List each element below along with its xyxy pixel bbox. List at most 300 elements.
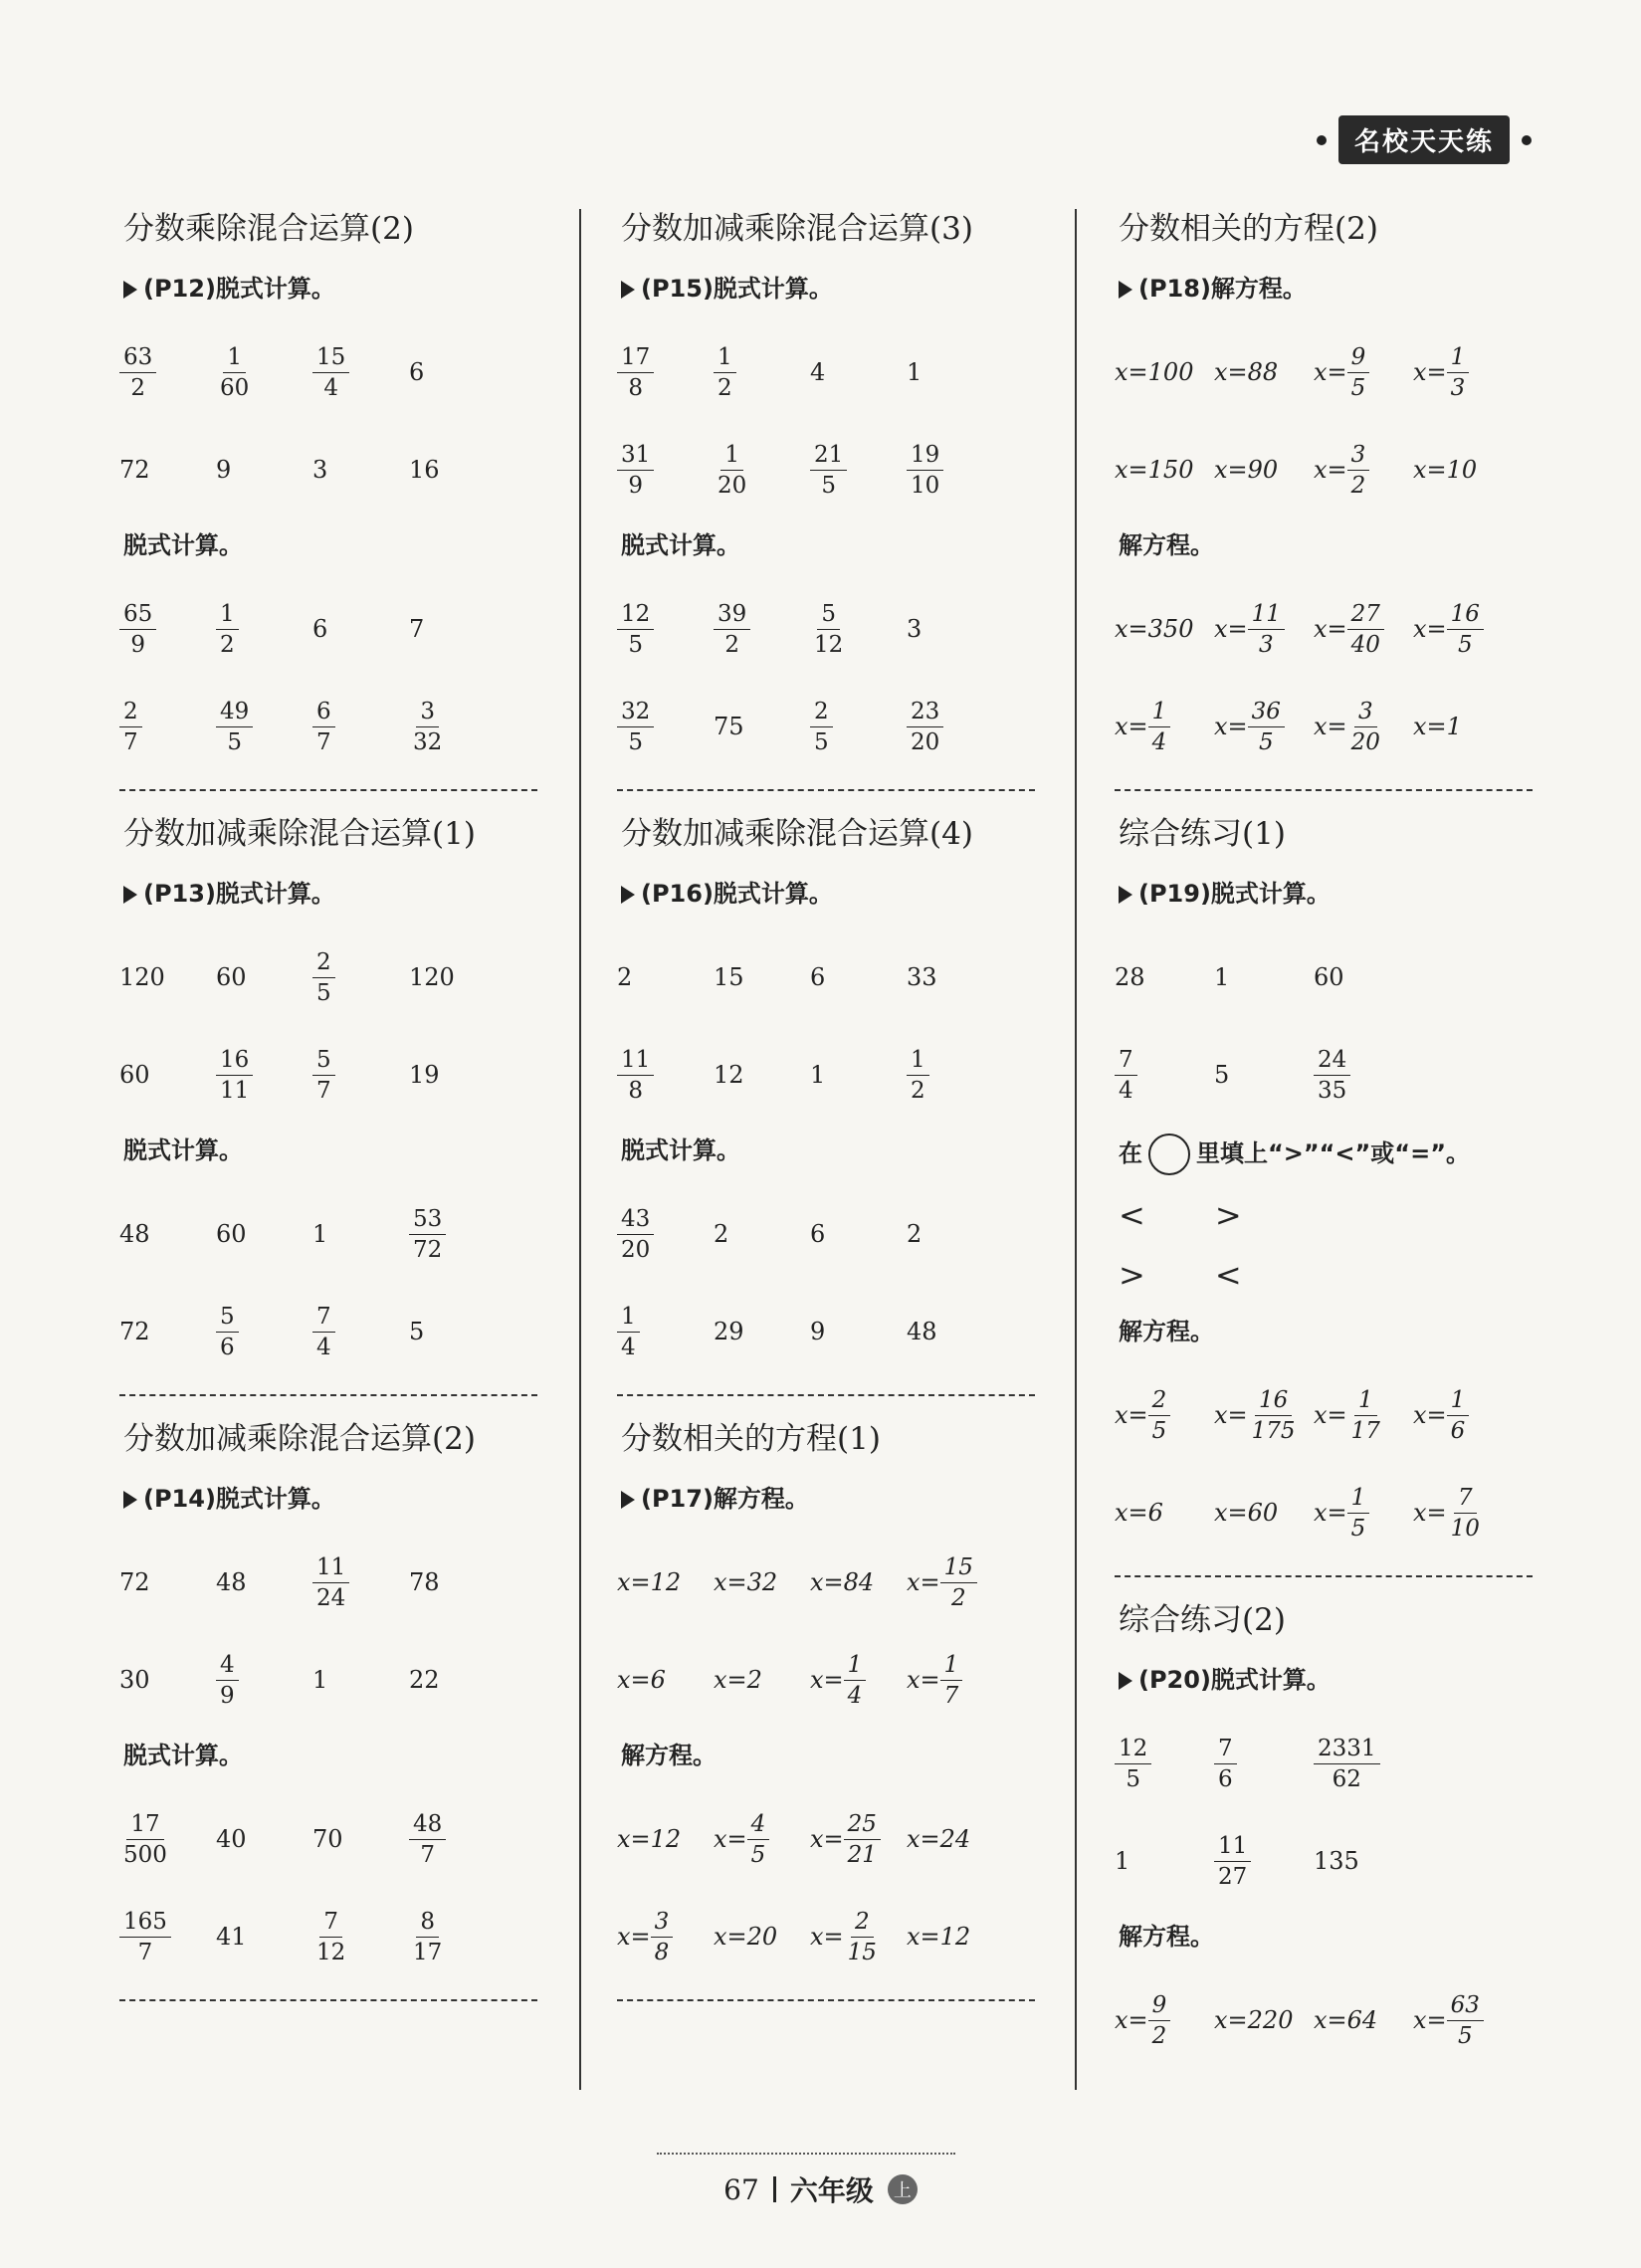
exercise-instruction (1119, 1663, 1552, 1697)
instruction-text: 解方程。 (1119, 1923, 1214, 1951)
answer-cell (1115, 697, 1214, 757)
denominator: 17 (413, 1939, 443, 1965)
fraction (1347, 440, 1370, 501)
equals-sign: = (1128, 615, 1148, 643)
equals-sign: = (823, 1923, 844, 1951)
numerator: 1 (216, 599, 239, 630)
equals-sign: = (920, 1825, 940, 1853)
equals-sign: = (630, 1825, 651, 1853)
fraction (1347, 1483, 1370, 1544)
play-arrow-icon (123, 886, 137, 904)
instruction-text: (P14)脱式计算。 (143, 1485, 335, 1513)
instruction-text: 脱式计算。 (123, 1136, 243, 1164)
numerator: 36 (1248, 697, 1285, 727)
fraction (312, 697, 335, 757)
numerator: 19 (907, 440, 943, 471)
answer-cell: 33 (907, 963, 937, 991)
exercise-instruction (123, 1482, 557, 1516)
fraction (940, 1552, 977, 1613)
denominator: 72 (413, 1236, 443, 1263)
equation-answer (1314, 440, 1369, 501)
equals-sign: = (1227, 2006, 1248, 2034)
denominator: 12 (814, 631, 844, 658)
fraction (312, 1907, 349, 1967)
play-arrow-icon (1119, 281, 1132, 299)
fraction (810, 697, 833, 757)
answer-cell (714, 1666, 810, 1694)
denominator: 4 (1151, 728, 1167, 755)
fraction (119, 599, 156, 660)
answer-row (119, 1888, 557, 1985)
denominator: 4 (1119, 1077, 1133, 1104)
answer-cell (1314, 697, 1413, 757)
answer-cell (1314, 1734, 1413, 1794)
exercise-instruction (123, 1739, 557, 1772)
numerator: 17 (617, 342, 654, 373)
fraction (1148, 1385, 1171, 1446)
variable: x (1314, 456, 1328, 484)
denominator: 7 (420, 1841, 435, 1868)
equation-answer (1413, 713, 1462, 740)
fraction (1447, 599, 1484, 660)
answer-cell: 41 (216, 1923, 247, 1951)
section-title: 分数加减乘除混合运算(3) (621, 211, 973, 247)
equals-sign: = (630, 1923, 651, 1951)
answer-cell (1115, 615, 1214, 643)
variable: x (714, 1923, 727, 1951)
equals-sign: = (823, 1825, 844, 1853)
denominator: 5 (1126, 1765, 1140, 1792)
answer-row (119, 1283, 557, 1380)
denominator: 2 (220, 631, 235, 658)
dashed-separator (119, 789, 537, 791)
denominator: 7 (316, 1077, 331, 1104)
numerator: 1 (907, 1045, 929, 1076)
answer-cell: 1 (1115, 1847, 1130, 1875)
numerator: 49 (216, 697, 253, 727)
answer-cell (617, 1666, 714, 1694)
answer-cell (617, 1907, 714, 1967)
answer-row (617, 1534, 1055, 1631)
equation-answer (907, 1825, 970, 1853)
numerator: 43 (617, 1204, 654, 1235)
answer-cell: 120 (119, 963, 165, 991)
equation-answer (907, 1923, 970, 1951)
fraction (119, 1809, 171, 1870)
exercise-instruction (1119, 1920, 1552, 1954)
fraction (1447, 1483, 1484, 1544)
bullet-icon (1522, 135, 1532, 145)
variable: x (1115, 1499, 1128, 1527)
variable: x (714, 1568, 727, 1596)
equation-answer (1413, 342, 1469, 403)
answer-row (617, 580, 1055, 678)
numerator: 1 (223, 342, 246, 373)
denominator: 5 (750, 1841, 766, 1868)
numerator: 12 (617, 599, 654, 630)
equals-sign: = (920, 1568, 940, 1596)
denominator: 5 (814, 728, 829, 755)
answer-row (119, 678, 557, 775)
answer-cell: 60 (1314, 963, 1344, 991)
answer-row (119, 323, 557, 421)
fraction (119, 1907, 171, 1967)
comparison-sign: < (1214, 1256, 1242, 1294)
numerator: 16 (1447, 599, 1484, 630)
equation-answer (1115, 1385, 1170, 1446)
exercise-section (119, 813, 557, 1380)
answer-cell (1314, 599, 1413, 660)
answer-cell (810, 440, 907, 501)
numerator: 3 (1354, 697, 1377, 727)
numerator: 1 (1447, 1385, 1470, 1416)
instruction-text: 脱式计算。 (621, 531, 740, 559)
answer-cell (216, 1045, 312, 1106)
answer-cell (1115, 1045, 1214, 1106)
equation-answer (1413, 1990, 1484, 2051)
play-arrow-icon (621, 886, 635, 904)
answer-cell (1214, 1734, 1314, 1794)
fraction (907, 1045, 929, 1106)
numerator: 15 (940, 1552, 977, 1583)
numerator: 2 (119, 697, 142, 727)
answer-cell (617, 1302, 714, 1362)
denominator: 5 (628, 631, 643, 658)
equals-sign: = (1426, 713, 1447, 740)
exercise-section (1115, 813, 1552, 1561)
exercise-instruction (1119, 272, 1552, 306)
numerator: 1 (940, 1650, 963, 1681)
equation-answer (1314, 2006, 1377, 2034)
answer-cell: 2 (907, 1220, 923, 1248)
denominator: 9 (220, 1682, 235, 1709)
answer-cell (907, 440, 1003, 501)
answer-row (617, 1888, 1055, 1985)
variable: x (907, 1825, 921, 1853)
fraction (1115, 1045, 1137, 1106)
answer-cell (617, 697, 714, 757)
answer-cell: 7 (409, 615, 425, 643)
fraction (216, 1650, 239, 1711)
variable: x (1314, 358, 1328, 386)
fraction (312, 1045, 335, 1106)
numerator: 165 (119, 1907, 171, 1938)
denominator: 4 (323, 374, 338, 401)
answer-value: 64 (1346, 2006, 1378, 2034)
answer-cell: 75 (714, 713, 744, 740)
denominator: 60 (220, 374, 250, 401)
comparison-row (1119, 1245, 1552, 1305)
numerator: 63 (119, 342, 156, 373)
variable: x (810, 1666, 824, 1694)
page-footer (0, 2169, 1641, 2209)
answer-value: 220 (1247, 2006, 1294, 2034)
section-title: 分数加减乘除混合运算(2) (123, 1421, 476, 1457)
answer-column-3 (1115, 204, 1552, 2069)
answer-cell (714, 1809, 810, 1870)
variable: x (1115, 358, 1128, 386)
answer-row (1115, 580, 1552, 678)
fraction (409, 1907, 446, 1967)
answer-cell (810, 1568, 907, 1596)
equation-answer (1214, 599, 1285, 660)
numerator: 1 (1347, 1483, 1370, 1514)
fraction (907, 440, 943, 501)
answer-row (119, 1534, 557, 1631)
brand-label: 名校天天练 (1338, 115, 1510, 164)
answer-row (119, 1631, 557, 1729)
equation-answer (1115, 358, 1193, 386)
answer-value: 60 (1247, 1499, 1279, 1527)
answer-cell: 28 (1115, 963, 1145, 991)
dashed-separator (617, 1999, 1035, 2001)
variable: x (1115, 713, 1128, 740)
answer-row (617, 1283, 1055, 1380)
denominator: 11 (220, 1077, 250, 1104)
answer-cell: 5 (409, 1318, 425, 1345)
answer-row (1115, 1026, 1552, 1124)
equation-answer (1413, 1385, 1469, 1446)
fraction (216, 1302, 239, 1362)
exercise-instruction (123, 877, 557, 911)
numerator: 6 (312, 697, 335, 727)
numerator: 63 (1447, 1990, 1484, 2021)
denominator: 7 (316, 728, 331, 755)
numerator: 24 (1314, 1045, 1350, 1076)
answer-column-1 (119, 204, 557, 2023)
denominator: 5 (628, 728, 643, 755)
numerator: 39 (714, 599, 750, 630)
fraction (747, 1809, 770, 1870)
answer-row (1115, 1971, 1552, 2069)
denominator: 5 (316, 979, 331, 1006)
fraction (1214, 1734, 1237, 1794)
variable: x (810, 1923, 824, 1951)
instruction-text: (P18)解方程。 (1138, 275, 1307, 303)
answer-row (1115, 1715, 1552, 1812)
answer-cell: 2 (714, 1220, 729, 1248)
equals-sign: = (823, 1568, 844, 1596)
fraction (617, 599, 654, 660)
numerator: 1 (720, 440, 743, 471)
fraction (1347, 599, 1384, 660)
answer-cell: 1 (312, 1220, 328, 1248)
variable: x (1214, 1499, 1228, 1527)
answer-cell: 1 (312, 1666, 328, 1694)
fraction (312, 947, 335, 1008)
answer-column-2 (617, 204, 1055, 2023)
numerator: 11 (312, 1552, 349, 1583)
equation-answer (1214, 1499, 1278, 1527)
answer-cell (810, 1650, 907, 1711)
instruction-text: 解方程。 (1119, 531, 1214, 559)
denominator: 2 (724, 631, 739, 658)
numerator: 3 (651, 1907, 674, 1938)
numerator: 2 (810, 697, 833, 727)
denominator: 10 (911, 472, 940, 499)
fraction (617, 440, 654, 501)
answer-value: 10 (1446, 456, 1478, 484)
answer-value: 88 (1247, 358, 1279, 386)
numerator: 2 (312, 947, 335, 978)
numerator: 1 (714, 342, 736, 373)
equation-answer (1314, 1483, 1369, 1544)
instruction-text: 解方程。 (621, 1742, 717, 1769)
answer-row (119, 1185, 557, 1283)
numerator: 11 (1214, 1831, 1251, 1862)
answer-row (1115, 323, 1552, 421)
equals-sign: = (920, 1923, 940, 1951)
answer-cell (617, 1568, 714, 1596)
exercise-instruction (621, 1482, 1055, 1516)
numerator: 16 (1255, 1385, 1292, 1416)
numerator: 1 (1354, 1385, 1377, 1416)
denominator: 175 (1251, 1417, 1296, 1444)
variable: x (907, 1666, 921, 1694)
equals-sign: = (1327, 713, 1347, 740)
answer-cell: 4 (810, 358, 826, 386)
equation-answer (617, 1568, 681, 1596)
numerator: 1 (1148, 697, 1171, 727)
equation-answer (714, 1809, 769, 1870)
denominator: 6 (220, 1334, 235, 1360)
dashed-separator (1115, 789, 1533, 791)
denominator: 8 (628, 1077, 643, 1104)
exercise-instruction (621, 877, 1055, 911)
answer-cell (216, 342, 312, 403)
fraction (810, 440, 847, 501)
fraction (312, 1552, 349, 1613)
answer-cell (119, 599, 216, 660)
equals-sign: = (1426, 358, 1447, 386)
answer-cell (714, 1923, 810, 1951)
variable: x (1214, 615, 1228, 643)
fraction (1148, 1990, 1171, 2051)
answer-cell (216, 1302, 312, 1362)
equals-sign: = (823, 1666, 844, 1694)
answer-cell (617, 599, 714, 660)
section-title: 分数加减乘除混合运算(1) (123, 816, 476, 852)
equals-sign: = (1327, 615, 1347, 643)
answer-cell: 9 (216, 456, 232, 484)
answer-row (119, 421, 557, 518)
equals-sign: = (630, 1666, 651, 1694)
play-arrow-icon (1119, 1672, 1132, 1690)
variable: x (810, 1568, 824, 1596)
denominator: 2 (1151, 2022, 1167, 2049)
equation-answer (907, 1552, 977, 1613)
answer-cell (1314, 1483, 1413, 1544)
fraction (409, 697, 446, 757)
answer-cell (119, 1907, 216, 1967)
numerator: 27 (1347, 599, 1384, 630)
denominator: 9 (130, 631, 145, 658)
answer-row (617, 323, 1055, 421)
variable: x (714, 1825, 727, 1853)
equation-answer (1214, 1385, 1300, 1446)
equation-answer (1413, 599, 1484, 660)
numerator: 4 (216, 1650, 239, 1681)
answer-row (617, 1631, 1055, 1729)
answer-cell: 1 (1214, 963, 1230, 991)
denominator: 62 (1332, 1765, 1361, 1792)
answer-cell: 48 (216, 1568, 247, 1596)
dashed-separator (119, 1999, 537, 2001)
equation-answer (1115, 1499, 1163, 1527)
equation-answer (1115, 1990, 1170, 2051)
section-title: 综合练习(2) (1119, 1602, 1286, 1638)
numerator: 9 (1347, 342, 1370, 373)
answer-value: 12 (650, 1825, 682, 1853)
equals-sign: = (1227, 456, 1248, 484)
variable: x (714, 1666, 727, 1694)
equals-sign: = (726, 1923, 747, 1951)
equals-sign: = (920, 1666, 940, 1694)
exercise-instruction (1119, 1315, 1552, 1348)
variable: x (907, 1568, 921, 1596)
section-title: 综合练习(1) (1119, 816, 1286, 852)
answer-cell (312, 342, 409, 403)
answer-cell (119, 342, 216, 403)
variable: x (1115, 456, 1128, 484)
variable: x (617, 1923, 631, 1951)
instruction-text: (P15)脱式计算。 (641, 275, 833, 303)
volume-badge: 上 (888, 2174, 918, 2204)
denominator: 2 (718, 374, 732, 401)
denominator: 4 (847, 1682, 863, 1709)
section-title: 分数相关的方程(1) (621, 1421, 881, 1457)
denominator: 5 (1350, 374, 1366, 401)
fraction (844, 1650, 867, 1711)
answer-cell (1413, 1385, 1513, 1446)
equation-answer (1314, 697, 1384, 757)
answer-cell (810, 697, 907, 757)
denominator: 7 (123, 728, 138, 755)
numerator: 1 (844, 1650, 867, 1681)
answer-cell (1413, 342, 1513, 403)
equals-sign: = (1426, 456, 1447, 484)
dashed-separator (617, 1394, 1035, 1396)
play-arrow-icon (621, 1491, 635, 1509)
answer-cell (907, 1650, 1003, 1711)
answer-cell: 19 (409, 1061, 440, 1089)
answer-cell (312, 1907, 409, 1967)
fraction (617, 342, 654, 403)
answer-cell (1314, 1385, 1413, 1446)
answer-row (617, 678, 1055, 775)
numerator: 65 (119, 599, 156, 630)
fraction (119, 697, 142, 757)
section-title: 分数加减乘除混合运算(4) (621, 816, 973, 852)
equation-answer (1413, 456, 1477, 484)
denominator: 2 (911, 1077, 925, 1104)
exercise-instruction (1119, 1134, 1552, 1167)
answer-cell (1413, 713, 1513, 740)
answer-cell (810, 1907, 907, 1967)
variable: x (907, 1923, 921, 1951)
variable: x (1413, 1499, 1427, 1527)
answer-cell (1115, 358, 1214, 386)
equals-sign: = (1327, 1401, 1347, 1429)
answer-cell: 16 (409, 456, 440, 484)
fraction (216, 599, 239, 660)
answer-cell (714, 1568, 810, 1596)
denominator: 7 (943, 1682, 959, 1709)
numerator: 25 (844, 1809, 881, 1840)
numerator: 21 (810, 440, 847, 471)
equation-answer (1115, 697, 1170, 757)
answer-value: 84 (843, 1568, 875, 1596)
